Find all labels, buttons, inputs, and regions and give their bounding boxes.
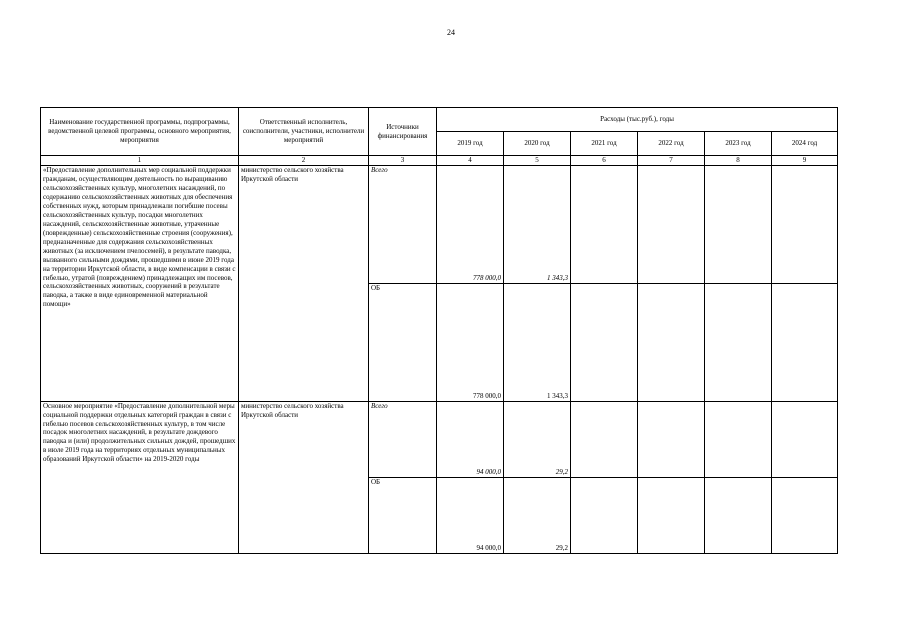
column-number: 8 — [705, 156, 772, 166]
amount-2019-ob: 94 000,0 — [437, 477, 504, 553]
table-row — [41, 401, 838, 477]
amount-2020-total: 1 343,3 — [504, 166, 571, 284]
column-number: 2 — [239, 156, 369, 166]
amount-empty — [705, 401, 772, 477]
financing-source-total: Всего — [369, 166, 437, 284]
amount-empty — [705, 477, 772, 553]
column-number: 9 — [772, 156, 838, 166]
page-number: 24 — [447, 28, 455, 37]
amount-empty — [638, 284, 705, 401]
column-number-row — [41, 156, 838, 166]
column-number: 5 — [504, 156, 571, 166]
header-year: 2021 год — [571, 132, 638, 156]
column-number: 3 — [369, 156, 437, 166]
amount-empty — [638, 477, 705, 553]
program-name: «Предоставление дополнительных мер социальной поддержки гражданам, осуществляющим деятельность по выращиванию сельскохозяйственных культур, многолетних насаждений, по содержанию сельскохозяйственных животных для обеспечения собственных нужд, которым принадлежали погибшие посевы сельскохозяйственных культур, посадки многолетних насаждений, сельскохозяйственные животные, утраченные (поврежденные) сельскохозяйственные строения (сооружения), предназначенные для содержания сельскохозяйственных животных (за исключением пчелосемей), в результате паводка, вызванного сильными дождями, прошедшими в июне 2019 года на территории Иркутской области, в виде компенсации в связи с гибелью, утратой (повреждением) принадлежащих им посевов, сельскохозяйственных животных, сооружений в результате паводка, а также в виде единовременной материальной помощи» — [41, 166, 239, 402]
column-number: 6 — [571, 156, 638, 166]
column-number: 7 — [638, 156, 705, 166]
header-financing-source: Источники финансирования — [369, 108, 437, 156]
column-number: 4 — [437, 156, 504, 166]
amount-empty — [571, 401, 638, 477]
header-year: 2022 год — [638, 132, 705, 156]
header-expenses: Расходы (тыс.руб.), годы — [437, 108, 838, 132]
amount-empty — [772, 401, 838, 477]
amount-empty — [772, 477, 838, 553]
amount-2020-ob: 29,2 — [504, 477, 571, 553]
financing-source-ob: ОБ — [369, 284, 437, 401]
executor: министерство сельского хозяйства Иркутской области — [239, 401, 369, 553]
header-program-name: Наименование государственной программы, подпрограммы, ведомственной целевой программы, основного мероприятия, мероприятия — [41, 108, 239, 156]
amount-2020-ob: 1 343,3 — [504, 284, 571, 401]
amount-empty — [772, 166, 838, 284]
amount-empty — [772, 284, 838, 401]
header-year: 2020 год — [504, 132, 571, 156]
header-executor: Ответственный исполнитель, соисполнители, участники, исполнители мероприятий — [239, 108, 369, 156]
column-number: 1 — [41, 156, 239, 166]
amount-empty — [705, 166, 772, 284]
amount-empty — [705, 284, 772, 401]
executor: министерство сельского хозяйства Иркутской области — [239, 166, 369, 402]
amount-2019-total: 94 000,0 — [437, 401, 504, 477]
amount-empty — [638, 166, 705, 284]
amount-2019-total: 778 000,0 — [437, 166, 504, 284]
financing-source-ob: ОБ — [369, 477, 437, 553]
amount-empty — [571, 284, 638, 401]
table-row — [41, 166, 838, 284]
amount-2020-total: 29,2 — [504, 401, 571, 477]
header-year: 2019 год — [437, 132, 504, 156]
financing-source-total: Всего — [369, 401, 437, 477]
amount-empty — [571, 166, 638, 284]
amount-2019-ob: 778 000,0 — [437, 284, 504, 401]
header-year: 2023 год — [705, 132, 772, 156]
budget-table — [40, 107, 838, 554]
header-year: 2024 год — [772, 132, 838, 156]
amount-empty — [571, 477, 638, 553]
program-name: Основное мероприятие «Предоставление дополнительной меры социальной поддержки отдельных категорий граждан в связи с гибелью посевов сельскохозяйственных культур, в том числе посадок многолетних насаждений, в результате дождевого паводка и (или) продолжительных сильных дождей, прошедших в июле 2019 года на территориях отдельных муниципальных образований Иркутской области» на 2019-2020 годы — [41, 401, 239, 553]
amount-empty — [638, 401, 705, 477]
